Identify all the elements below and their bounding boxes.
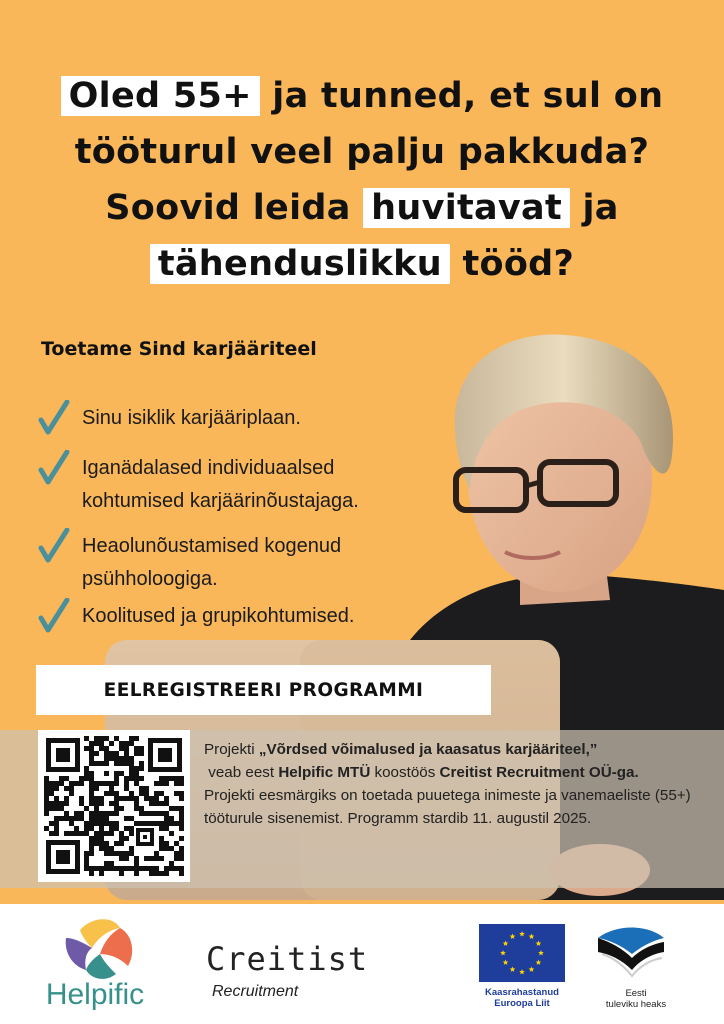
- headline-line-4: [0, 236, 724, 292]
- checkmark-icon: [38, 598, 70, 634]
- eu-funding-line: Euroopa Liit: [494, 998, 550, 1009]
- headline-line-3: [0, 180, 724, 236]
- list-item-line: Koolitused ja grupikohtumised.: [82, 605, 355, 627]
- list-item-line: Sinu isiklik karjääriplaan.: [82, 407, 301, 429]
- headline-text: tööturul veel palju pakkuda?: [74, 132, 650, 172]
- list-item-line: psühholoogiga.: [82, 568, 218, 590]
- eesti-logo-label: [596, 988, 676, 1010]
- list-item-text: [82, 452, 462, 518]
- headline-text: Soovid leida: [105, 188, 364, 228]
- headline: [0, 68, 724, 292]
- info-text: veab eest: [204, 764, 279, 781]
- section-subtitle: Toetame Sind karjääriteel: [41, 338, 317, 360]
- checkmark-icon: [38, 450, 70, 486]
- project-description: [204, 738, 704, 830]
- checkmark-icon: [38, 528, 70, 564]
- preregister-button[interactable]: EELREGISTREERI PROGRAMMI: [36, 665, 491, 715]
- eu-funding-line: Kaasrahastanud: [485, 987, 559, 998]
- eesti-logo-line: tuleviku heaks: [605, 999, 667, 1010]
- headline-line-2: [0, 124, 724, 180]
- list-item-text: [82, 530, 462, 596]
- list-item-text: [82, 402, 462, 435]
- info-text: Projekti: [204, 741, 259, 758]
- list-item-line: Heaolunõustamised kogenud: [82, 535, 342, 557]
- list-item-text: [82, 600, 462, 633]
- info-text: koostöös: [370, 764, 440, 781]
- organization-name: Creitist Recruitment OÜ-ga.: [439, 764, 639, 781]
- checkmark-icon: [38, 400, 70, 436]
- organization-name: Helpific MTÜ: [278, 764, 371, 781]
- eu-flag-icon: [479, 924, 565, 982]
- headline-text: ja tunned, et sul on: [259, 76, 664, 116]
- qr-code[interactable]: [38, 730, 190, 882]
- headline-highlight: Oled 55+: [61, 76, 260, 116]
- headline-highlight: huvitavat: [363, 188, 570, 228]
- eu-funding-label: [463, 987, 581, 1009]
- headline-highlight: tähenduslikku: [150, 244, 450, 284]
- list-item-line: kohtumised karjäärinõustajaga.: [82, 490, 359, 512]
- project-name: „Võrdsed võimalused ja kaasatus karjääriteel,”: [258, 741, 598, 758]
- creitist-logo-text: Creitist: [206, 940, 369, 978]
- headline-text: tööd?: [449, 244, 575, 284]
- list-item-line: Iganädalased individuaalsed: [82, 457, 335, 479]
- headline-line-1: [0, 68, 724, 124]
- headline-text: ja: [570, 188, 619, 228]
- info-text: Projekti eesmärgiks on toetada puuetega inimeste ja vanemaeliste (55+) tööturule sisenemist. Programm stardib 11. augustil 2025.: [204, 787, 691, 827]
- eesti-logo-line: Eesti: [625, 988, 647, 999]
- creitist-logo-subtitle: Recruitment: [212, 983, 299, 1000]
- helpific-logo-text: Helpific: [45, 978, 145, 1011]
- eesti-logo-icon: [592, 920, 668, 992]
